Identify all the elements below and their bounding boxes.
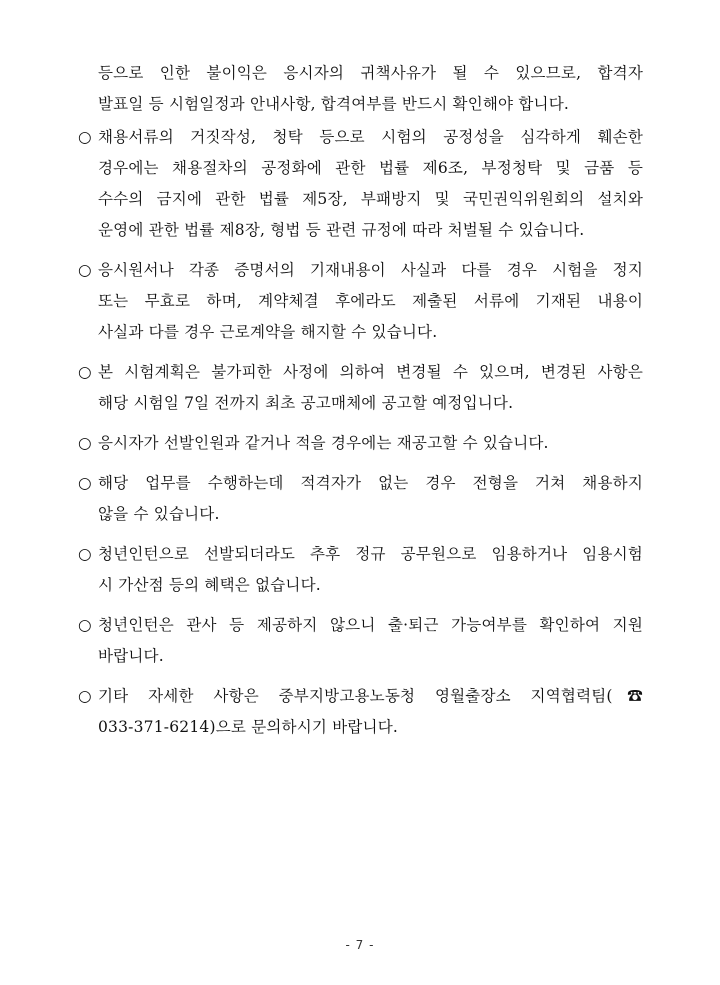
notice-line: 바랍니다.: [98, 647, 164, 665]
notice-line: 해당 시험일 7일 전까지 최초 공고매체에 공고할 예정입니다.: [98, 394, 514, 412]
notice-item: [78, 610, 643, 672]
notice-line: 시 가산점 등의 혜택은 없습니다.: [98, 576, 321, 594]
notice-line: 청년인턴으로 선발되더라도 추후 정규 공무원으로 임용하거나 임용시험: [98, 545, 643, 563]
circle-bullet-icon: ○: [78, 545, 92, 563]
notice-line: 본 시험계획은 불가피한 사정에 의하여 변경될 수 있으며, 변경된 사항은: [98, 363, 643, 381]
notice-line: 사실과 다를 경우 근로계약을 해지할 수 있습니다.: [98, 323, 438, 341]
circle-bullet-icon: ○: [78, 128, 92, 146]
circle-bullet-icon: ○: [78, 363, 92, 381]
notice-line: 기타 자세한 사항은 중부지방고용노동청 영월출장소 지역협력팀(☎: [98, 687, 643, 705]
notice-line: 채용서류의 거짓작성, 청탁 등으로 시험의 공정성을 심각하게 훼손한: [98, 128, 643, 146]
notice-line: 해당 업무를 수행하는데 적격자가 없는 경우 전형을 거쳐 채용하지: [98, 474, 643, 492]
notice-item: [78, 539, 643, 601]
notice-item: [78, 255, 643, 348]
notice-line: 경우에는 채용절차의 공정화에 관한 법률 제6조, 부정청탁 및 금품 등: [98, 159, 643, 177]
circle-bullet-icon: ○: [78, 616, 92, 634]
continued-paragraph: [98, 58, 643, 120]
circle-bullet-icon: ○: [78, 434, 92, 452]
notice-line: 033-371-6214)으로 문의하시기 바랍니다.: [98, 718, 399, 736]
notice-line: 청년인턴은 관사 등 제공하지 않으니 출·퇴근 가능여부를 확인하여 지원: [98, 616, 643, 634]
notice-item: [78, 357, 643, 419]
notice-line: 않을 수 있습니다.: [98, 505, 220, 523]
paragraph-line: 발표일 등 시험일정과 안내사항, 합격여부를 반드시 확인해야 합니다.: [98, 95, 569, 113]
circle-bullet-icon: ○: [78, 261, 92, 279]
paragraph-line: 등으로 인한 불이익은 응시자의 귀책사유가 될 수 있으므로, 합격자: [98, 64, 643, 82]
notice-line: 응시원서나 각종 증명서의 기재내용이 사실과 다를 경우 시험을 정지: [98, 261, 643, 279]
notice-line: 운영에 관한 법률 제8장, 형법 등 관련 규정에 따라 처벌될 수 있습니다.: [98, 221, 585, 239]
notice-item: [78, 428, 643, 459]
page-number: - 7 -: [345, 938, 375, 952]
notice-item: [78, 122, 643, 246]
notice-item: [78, 681, 643, 743]
notice-line: 또는 무효로 하며, 계약체결 후에라도 제출된 서류에 기재된 내용이: [98, 292, 643, 310]
circle-bullet-icon: ○: [78, 687, 92, 705]
circle-bullet-icon: ○: [78, 474, 92, 492]
notice-list: [78, 122, 643, 752]
notice-line: 수수의 금지에 관한 법률 제5장, 부패방지 및 국민권익위원회의 설치와: [98, 190, 643, 208]
notice-line: 응시자가 선발인원과 같거나 적을 경우에는 재공고할 수 있습니다.: [98, 434, 549, 452]
notice-item: [78, 468, 643, 530]
